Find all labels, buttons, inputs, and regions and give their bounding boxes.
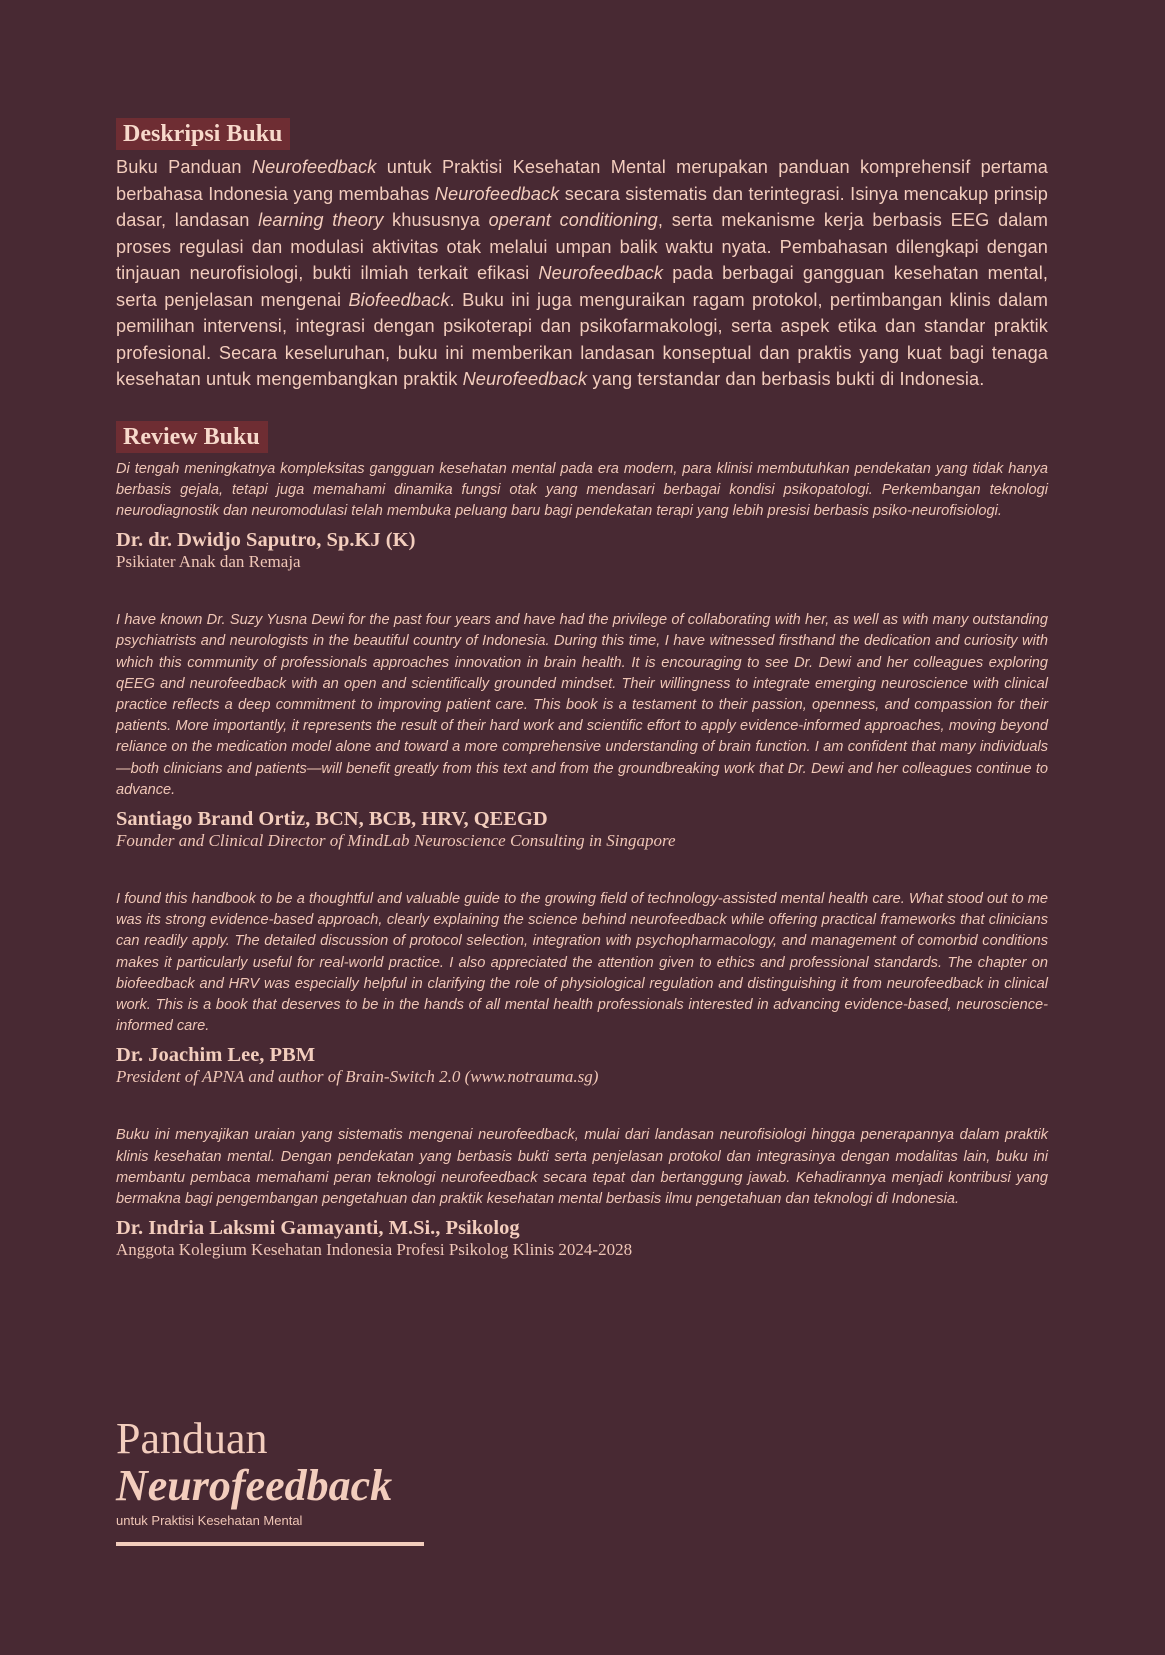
emphasized-term: Neurofeedback (462, 369, 588, 389)
title-line-2: Neurofeedback (116, 1461, 393, 1510)
review-section (116, 421, 1048, 1261)
emphasized-term: learning theory (258, 210, 384, 230)
review-item (116, 1125, 1048, 1260)
emphasized-term: Biofeedback (348, 289, 450, 310)
reviewer-role: Psikiater Anak dan Remaja (116, 552, 301, 572)
description-text: khususnya (383, 210, 489, 230)
description-text: . Buku ini juga menguraikan ragam protokol, pertimbangan klinis dalam pemilihan intervensi, integrasi dengan psikoterapi dan psikofarmakologi, serta aspek etika dan standar praktik profesional. Secara keseluruhan, buku ini memberikan landasan konseptual dan praktis yang kuat bagi tenaga kesehatan untuk mengembangkan praktik (116, 289, 1048, 389)
reviewer-role: Anggota Kolegium Kesehatan Indonesia Profesi Psikolog Klinis 2024-2028 (116, 1240, 633, 1260)
description-text: yang terstandar dan berbasis bukti di Indonesia. (587, 369, 985, 389)
description-body (116, 154, 1048, 393)
review-quote: I found this handbook to be a thoughtful and valuable guide to the growing field of technology-assisted mental health care. What stood out to me was its strong evidence-based approach, clearly explaining the science behind neurofeedback while offering practical frameworks that clinicians can readily apply. The detailed discussion of protocol selection, integration with psychopharmacology, and management of comorbid conditions makes it particularly useful for real-world practice. I also appreciated the attention given to ethics and professional standards. The chapter on biofeedback and HRV was especially helpful in clarifying the role of physiological regulation and distinguishing it from neurofeedback in clinical work. This is a book that deserves to be in the hands of all mental health professionals interested in advancing evidence-based, neuroscience-informed care. (116, 890, 1048, 1035)
title-underline-divider (116, 1542, 424, 1546)
reviewer-name: Santiago Brand Ortiz, BCN, BCB, HRV, QEEGD (116, 807, 548, 830)
emphasized-term: Neurofeedback (251, 157, 377, 177)
review-quote: Di tengah meningkatnya kompleksitas gangguan kesehatan mental pada era modern, para klinisi membutuhkan pendekatan yang tidak hanya berbasis gejala, tetapi juga memahami dinamika fungsi otak yang mendasari berbagai kondisi psikopatologi. Perkembangan teknologi neurodiagnostik dan neuromodulasi telah membuka peluang baru bagi pendekatan terapi yang lebih presisi berbasis psiko-neurofisiologi. (116, 460, 1048, 519)
reviewer-role: Founder and Clinical Director of MindLab Neuroscience Consulting in Singapore (116, 830, 676, 850)
title-line-1: Panduan (116, 1414, 268, 1463)
review-quote: Buku ini menyajikan uraian yang sistematis mengenai neurofeedback, mulai dari landasan neurofisiologi hingga penerapannya dalam praktik klinis kesehatan mental. Dengan pendekatan yang berbasis bukti serta penjelasan protokol dan integrasinya dengan modalitas lain, buku ini membantu pembaca memahami peran teknologi neurofeedback secara tepat dan bertanggung jawab. Kehadirannya menjadi kontribusi yang bermakna bagi pengembangan pengetahuan dan praktik kesehatan mental berbasis ilmu pengetahuan dan teknologi di Indonesia. (116, 1127, 1048, 1207)
reviewer-role: President of APNA and author of Brain-Switch 2.0 (www.notrauma.sg) (116, 1067, 599, 1087)
description-section (116, 118, 1048, 393)
description-text: secara sistematis dan terintegrasi. Isinya mencakup prinsip dasar, landasan (116, 183, 1048, 230)
emphasized-term: operant conditioning (488, 210, 658, 230)
review-heading: Review Buku (116, 421, 268, 453)
reviewer-name: Dr. dr. Dwidjo Saputro, Sp.KJ (K) (116, 529, 416, 552)
back-cover-content (116, 118, 1048, 1260)
review-item (116, 459, 1048, 573)
description-heading: Deskripsi Buku (116, 118, 290, 150)
title-subtitle: untuk Praktisi Kesehatan Mental (116, 1513, 303, 1528)
review-quote: I have known Dr. Suzy Yusna Dewi for the past four years and have had the privilege of collaborating with her, as well as with many outstanding psychiatrists and neurologists in the beautiful country of Indonesia. During this time, I have witnessed firsthand the dedication and curiosity with which this community of professionals approaches innovation in brain health. It is encouraging to see Dr. Dewi and her colleagues exploring qEEG and neurofeedback with an open and scientifically grounded mindset. Their willingness to integrate emerging neuroscience with clinical practice reflects a deep commitment to improving patient care. This book is a testament to their passion, openness, and compassion for their patients. More importantly, it represents the result of their hard work and scientific effort to apply evidence-informed approaches, moving beyond reliance on the medication model alone and toward a more comprehensive understanding of brain function. I am confident that many individuals—both clinicians and patients—will benefit greatly from this text and from the groundbreaking work that Dr. Dewi and her colleagues continue to advance. (116, 612, 1048, 798)
emphasized-term: Neurofeedback (538, 263, 664, 283)
review-item (116, 610, 1048, 851)
reviewer-name: Dr. Indria Laksmi Gamayanti, M.Si., Psikolog (116, 1217, 520, 1240)
emphasized-term: Neurofeedback (434, 183, 560, 204)
reviewer-name: Dr. Joachim Lee, PBM (116, 1044, 316, 1067)
description-text: , serta mekanisme kerja berbasis EEG dalam proses regulasi dan modulasi aktivitas otak melalui umpan balik waktu nyata. Pembahasan dilengkapi dengan tinjauan neurofisiologi, bukti ilmiah terkait efikasi (116, 210, 1049, 283)
review-item (116, 889, 1048, 1087)
description-text: pada berbagai gangguan kesehatan mental, serta penjelasan mengenai (116, 263, 1048, 310)
description-text: untuk Praktisi Kesehatan Mental merupakan panduan komprehensif pertama berbahasa Indonesia yang membahas (116, 157, 1048, 204)
book-title-logo (116, 1416, 424, 1546)
description-text: Buku Panduan (116, 157, 252, 177)
